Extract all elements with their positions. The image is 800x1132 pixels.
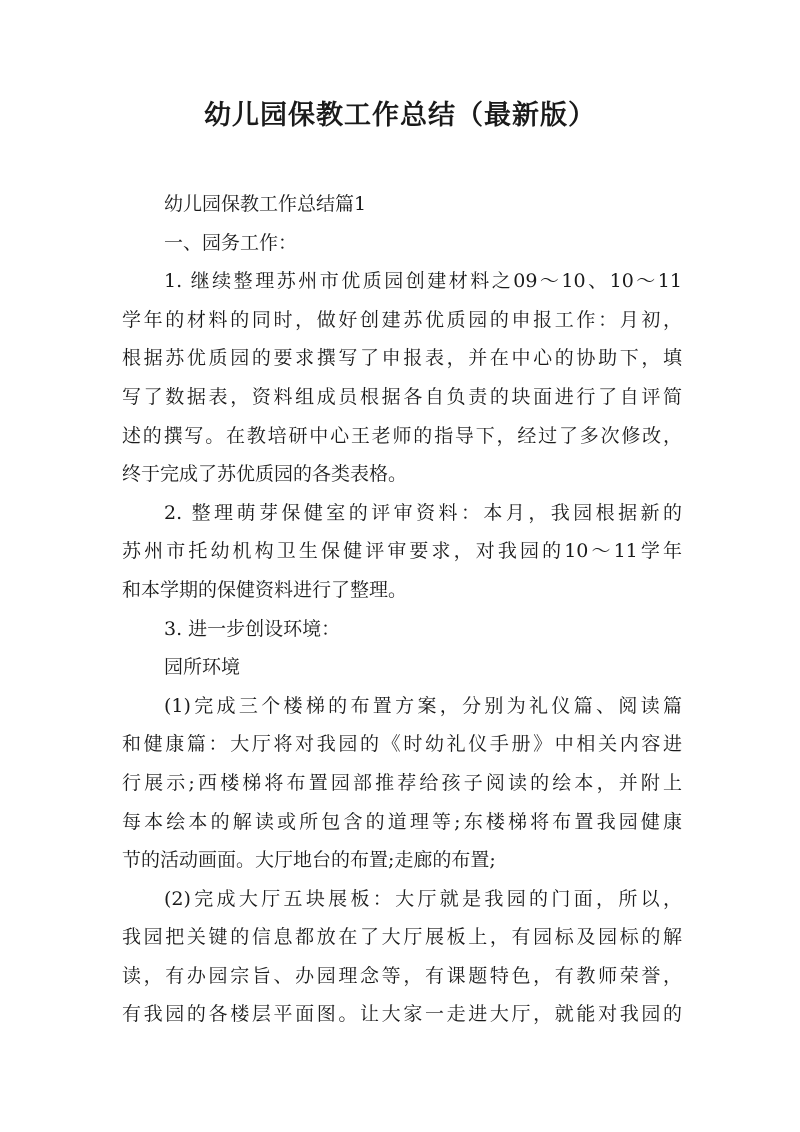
paragraph-line: 每本绘本的解读或所包含的道理等;东楼梯将布置我园健康 (122, 810, 682, 833)
paragraph-line: 苏州市托幼机构卫生保健评审要求，对我园的10～11学年 (122, 540, 682, 563)
paragraph-line: 3. 进一步创设环境： (164, 617, 341, 640)
paragraph-line: 和本学期的保健资料进行了整理。 (122, 578, 408, 601)
document-body (122, 185, 682, 1034)
paragraph-line: 和健康篇：大厅将对我园的《时幼礼仪手册》中相关内容进 (122, 733, 682, 756)
subsection-heading: 一、园务工作： (164, 231, 298, 254)
section-heading: 幼儿园保教工作总结篇1 (164, 193, 367, 215)
paragraph-line: 写了数据表，资料组成员根据各自负责的块面进行了自评简 (122, 385, 682, 408)
paragraph-line: 读，有办园宗旨、办园理念等，有课题特色，有教师荣誉， (122, 964, 682, 987)
paragraph-line: 有我园的各楼层平面图。让大家一走进大厅，就能对我园的 (122, 1003, 682, 1026)
paragraph-line: 行展示;西楼梯将布置园部推荐给孩子阅读的绘本，并附上 (122, 771, 682, 794)
paragraph-line: (2)完成大厅五块展板：大厅就是我园的门面，所以， (164, 887, 682, 910)
paragraph-line: 1. 继续整理苏州市优质园创建材料之09～10、10～11 (164, 270, 682, 293)
paragraph-line: 述的撰写。在教培研中心王老师的指导下，经过了多次修改， (122, 424, 682, 447)
paragraph-line: 终于完成了苏优质园的各类表格。 (122, 463, 408, 486)
paragraph-line: 我园把关键的信息都放在了大厅展板上，有园标及园标的解 (122, 926, 682, 949)
paragraph-line: (1)完成三个楼梯的布置方案，分别为礼仪篇、阅读篇 (164, 694, 682, 717)
document-title: 幼儿园保教工作总结（最新版） (204, 100, 596, 131)
subsection-heading: 园所环境 (164, 656, 241, 679)
paragraph-line: 学年的材料的同时，做好创建苏优质园的申报工作：月初， (122, 308, 682, 331)
paragraph-line: 根据苏优质园的要求撰写了申报表，并在中心的协助下，填 (122, 347, 682, 370)
paragraph-line: 2. 整理萌芽保健室的评审资料：本月，我园根据新的 (164, 501, 682, 524)
paragraph-line: 节的活动画面。大厅地台的布置;走廊的布置; (122, 849, 496, 872)
